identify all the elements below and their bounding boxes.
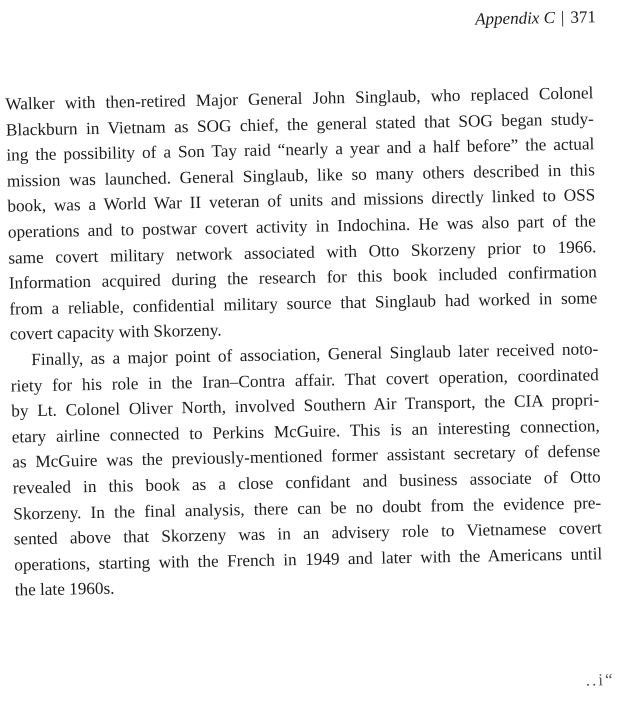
- text-line: etary airline connected to Perkins McGuire. This is an interesting connection,: [11, 415, 600, 447]
- text-line: same covert military network associated with Otto Skorzeny prior to 1966.: [8, 236, 597, 268]
- text-line: from a reliable, confidential military source that Singlaub had worked in some: [9, 288, 598, 319]
- header-separator: |: [560, 7, 565, 27]
- text-line: Finally, as a major point of association, General Singlaub later received noto-: [31, 339, 599, 370]
- text-line: revealed in this book as a close confidant and business associate of Otto: [12, 467, 601, 498]
- text-line: Information acquired during the research for this book included confirmation: [8, 262, 597, 293]
- text-line: riety for his role in the Iran–Contra affair. That covert operation, coordinated: [10, 364, 599, 396]
- text-line: ing the possibility of a Son Tay raid “nearly a year and a half before” the actual: [6, 134, 595, 165]
- text-line: Blackburn in Vietnam as SOG chief, the general stated that SOG began study-: [5, 108, 594, 140]
- text-line: sented above that Skorzeny was in an advisery role to Vietnamese covert: [13, 518, 602, 549]
- text-line: Walker with then-retired Major General John Singlaub, who replaced Colonel: [5, 83, 594, 114]
- paragraph-2: [10, 336, 603, 603]
- paragraph-1: [5, 80, 598, 347]
- text-line: as McGuire was the previously-mentioned former assistant secretary of defense: [12, 441, 601, 472]
- text-line: Skorzeny. In the final analysis, there can be no doubt from the evidence pre-: [13, 492, 602, 524]
- text-line: mission was launched. General Singlaub, like so many others described in this: [6, 160, 595, 191]
- text-line: covert capacity with Skorzeny.: [9, 320, 222, 344]
- body-text: [5, 80, 603, 603]
- text-line: operations and to postwar covert activity in Indochina. He was also part of the: [7, 211, 596, 242]
- running-header: [475, 6, 596, 30]
- text-line: the late 1960s.: [14, 578, 115, 600]
- text-line: by Lt. Colonel Oliver North, involved Southern Air Transport, the CIA propri-: [11, 390, 600, 421]
- running-title: Appendix C: [474, 8, 556, 29]
- text-line: book, was a World War II veteran of units and missions directly linked to OSS: [7, 185, 596, 216]
- text-line: operations, starting with the French in 1949 and later with the Americans until: [14, 543, 603, 575]
- page-number: 371: [570, 7, 597, 27]
- cut-off-text-fragment: ..i“: [585, 670, 615, 690]
